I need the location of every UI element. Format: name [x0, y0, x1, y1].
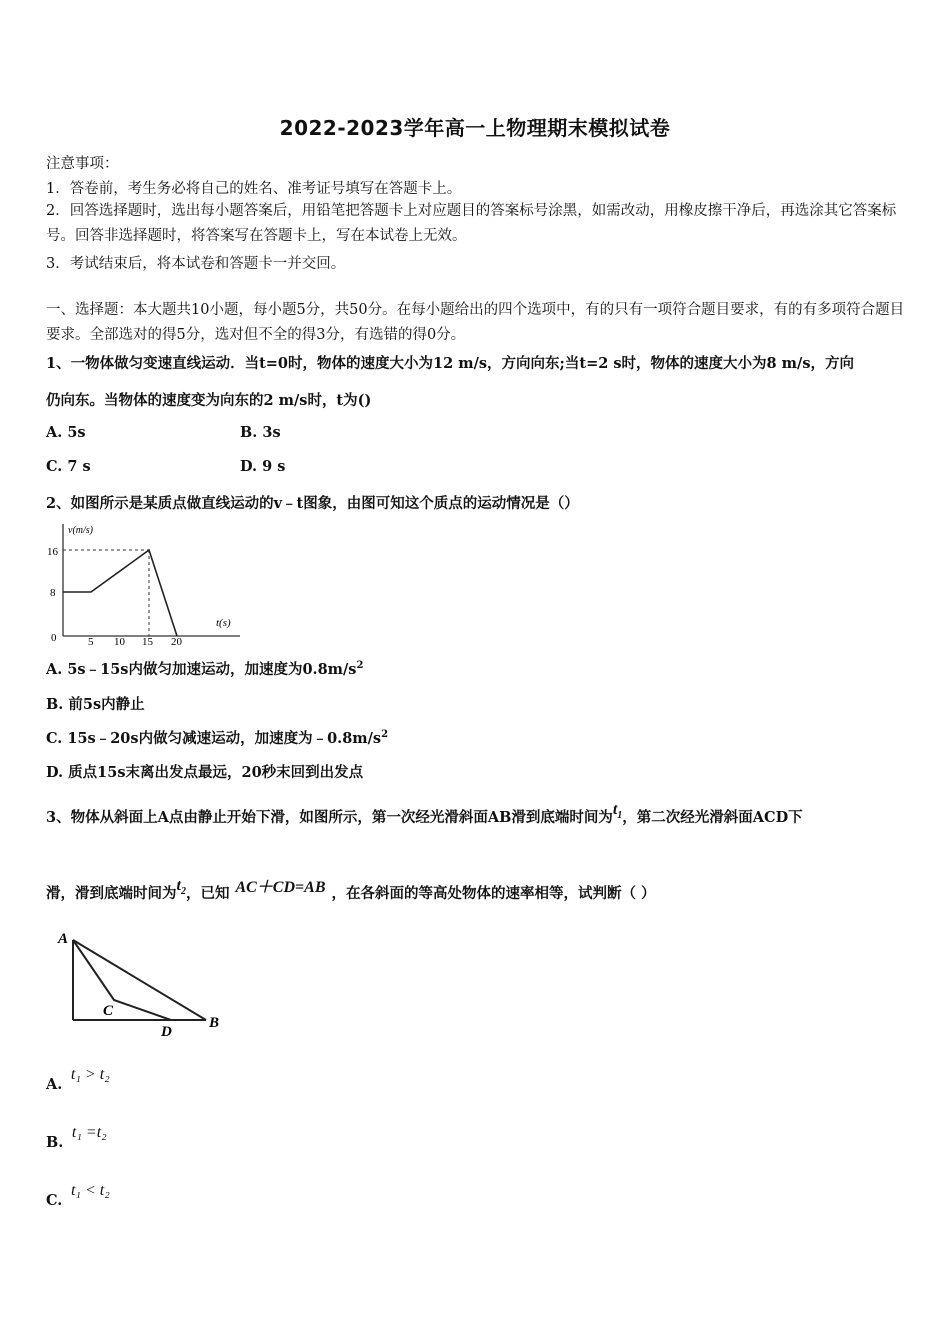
label-a: A [58, 931, 69, 947]
incline-acd [73, 940, 171, 1020]
q3-option-a[interactable]: A. t₁ > t₂ [46, 1066, 110, 1093]
q2-option-b[interactable]: B. 前5s内静止 [46, 696, 145, 713]
q2-option-d[interactable]: D. 质点15s末离出发点最远，20秒末回到出发点 [46, 764, 364, 781]
q3-stem-line2: 滑，滑到底端时间为$t_2$，已知 AC＋CD=AB ，在各斜面的等高处物体的速率相等，试判断（ ） [46, 877, 656, 902]
q1-option-d[interactable]: D. 9 s [240, 458, 286, 475]
graph-y-tick-0: 0 [51, 632, 57, 644]
q1-option-c[interactable]: C. 7 s [46, 458, 91, 475]
q1-stem-line2: 仍向东。当物体的速度变为向东的2 m/s时，t为() [46, 392, 372, 409]
notice-item-1: 1．答卷前，考生务必将自己的姓名、准考证号填写在答题卡上。 [46, 181, 462, 197]
incline-figure [56, 926, 236, 1044]
graph-y-tick-8: 8 [50, 587, 56, 599]
q3-stem-line1: 3、物体从斜面上A点由静止开始下滑，如图所示，第一次经光滑斜面AB滑到底端时间为$t_1$，第二次经光滑斜面ACD下 [46, 801, 803, 826]
q1-option-a[interactable]: A. 5s [46, 424, 86, 441]
q1-option-b[interactable]: B. 3s [240, 424, 281, 441]
graph-y-label: v(m/s) [68, 525, 93, 536]
q3-option-c[interactable]: C. t₁ < t₂ [46, 1182, 110, 1209]
q2-stem: 2、如图所示是某质点做直线运动的v﹣t图象，由图可知这个质点的运动情况是（） [46, 495, 579, 512]
graph-x-tick-15: 15 [142, 636, 153, 648]
graph-velocity-line [63, 550, 177, 636]
graph-x-tick-5: 5 [88, 636, 94, 648]
graph-x-label: t(s) [216, 617, 231, 629]
label-c: C [103, 1003, 114, 1019]
q3-option-b[interactable]: B. t₁ =t₂ [46, 1124, 107, 1151]
q2-option-c[interactable]: C. 15s﹣20s内做匀减速运动，加速度为$﹣0.8m/s^2$ [46, 729, 389, 747]
page-title: 2022-2023学年高一上物理期末模拟试卷 [279, 116, 671, 140]
q2-option-a[interactable]: A. 5s﹣15s内做匀加速运动，加速度为$0.8m/s^2$ [46, 660, 364, 678]
section-intro: 一、选择题：本大题共10小题，每小题5分，共50分。在每小题给出的四个选项中，有的只有一项符合题目要求，有的有多项符合题目要求。全部选对的得5分，选对但不全的得3分，有选错的得0分。 [46, 302, 905, 343]
graph-x-tick-20: 20 [171, 636, 182, 648]
notice-heading: 注意事项： [46, 156, 119, 172]
q1-stem-line1: 1、一物体做匀变速直线运动．当t=0时，物体的速度大小为12 m/s，方向向东;当t=2 s时，物体的速度大小为8 m/s，方向 [46, 355, 854, 372]
q3-relation: AC＋CD=AB [235, 879, 326, 896]
notice-item-3: 3．考试结束后，将本试卷和答题卡一并交回。 [46, 256, 346, 272]
vt-graph [44, 518, 244, 648]
graph-y-tick-16: 16 [47, 546, 58, 558]
notice-item-2: 2．回答选择题时，选出每小题答案后，用铅笔把答题卡上对应题目的答案标号涂黑，如需改动，用橡皮擦干净后，再选涂其它答案标号。回答非选择题时，将答案写在答题卡上，写在本试卷上无效。 [46, 203, 897, 244]
label-b: B [209, 1015, 220, 1031]
graph-x-tick-10: 10 [114, 636, 125, 648]
label-d: D [161, 1024, 172, 1040]
